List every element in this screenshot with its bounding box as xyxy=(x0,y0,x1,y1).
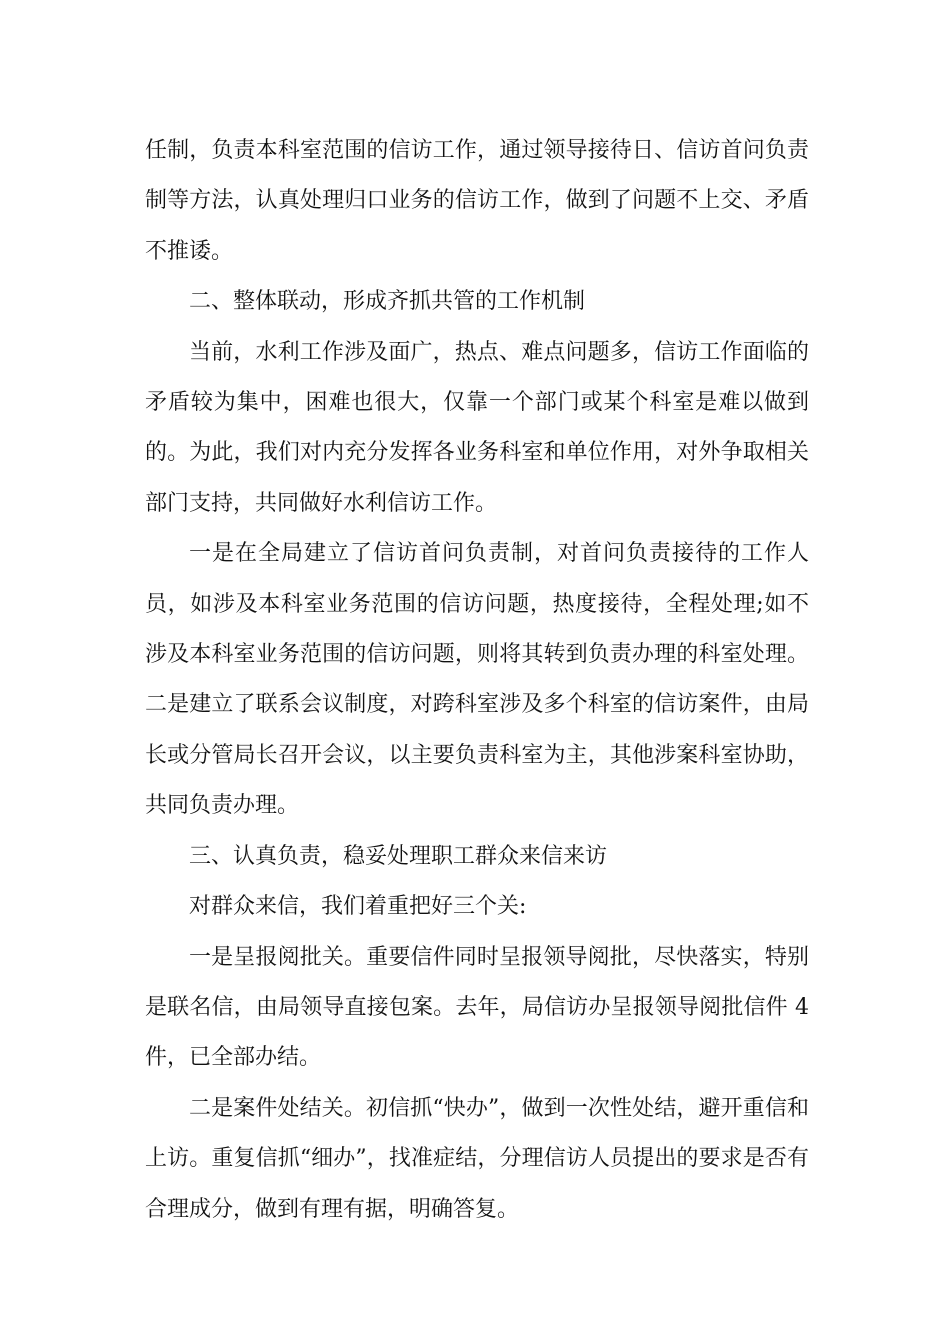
section-heading-3: 三、认真负责，稳妥处理职工群众来信来访 xyxy=(189,843,608,869)
paragraph-7: 一是呈报阅批关。重要信件同时呈报领导阅批，尽快落实，特别是联名信，由局领导直接包案。去年，局信访办呈报领导阅批信件 4 件，已全部办结。 xyxy=(145,944,809,1071)
paragraph-8: 二是案件处结关。初信抓“快办”，做到一次性处结，避开重信和上访。重复信抓“细办”，找准症结，分理信访人员提出的要求是否有合理成分，做到有理有据，明确答复。 xyxy=(145,1095,809,1222)
document-body xyxy=(145,126,809,1235)
paragraph-1: 任制，负责本科室范围的信访工作，通过领导接待日、信访首问负责制等方法，认真处理归口业务的信访工作，做到了问题不上交、矛盾不推诿。 xyxy=(145,138,809,264)
paragraph-4: 一是在全局建立了信访首问负责制，对首问负责接待的工作人员，如涉及本科室业务范围的信访问题，热度接待，全程处理;如不涉及本科室业务范围的信访问题，则将其转到负责办理的科室处理。二是建立了联系会议制度，对跨科室涉及多个科室的信访案件，由局长或分管局长召开会议，以主要负责科室为主，其他涉案科室协助，共同负责办理。 xyxy=(145,541,809,819)
paragraph-6: 对群众来信，我们着重把好三个关: xyxy=(189,894,527,920)
section-heading-2: 二、整体联动，形成齐抓共管的工作机制 xyxy=(189,289,586,315)
paragraph-3: 当前，水利工作涉及面广，热点、难点问题多，信访工作面临的矛盾较为集中，困难也很大，仅靠一个部门或某个科室是难以做到的。为此，我们对内充分发挥各业务科室和单位作用，对外争取相关部门支持，共同做好水利信访工作。 xyxy=(145,339,809,516)
